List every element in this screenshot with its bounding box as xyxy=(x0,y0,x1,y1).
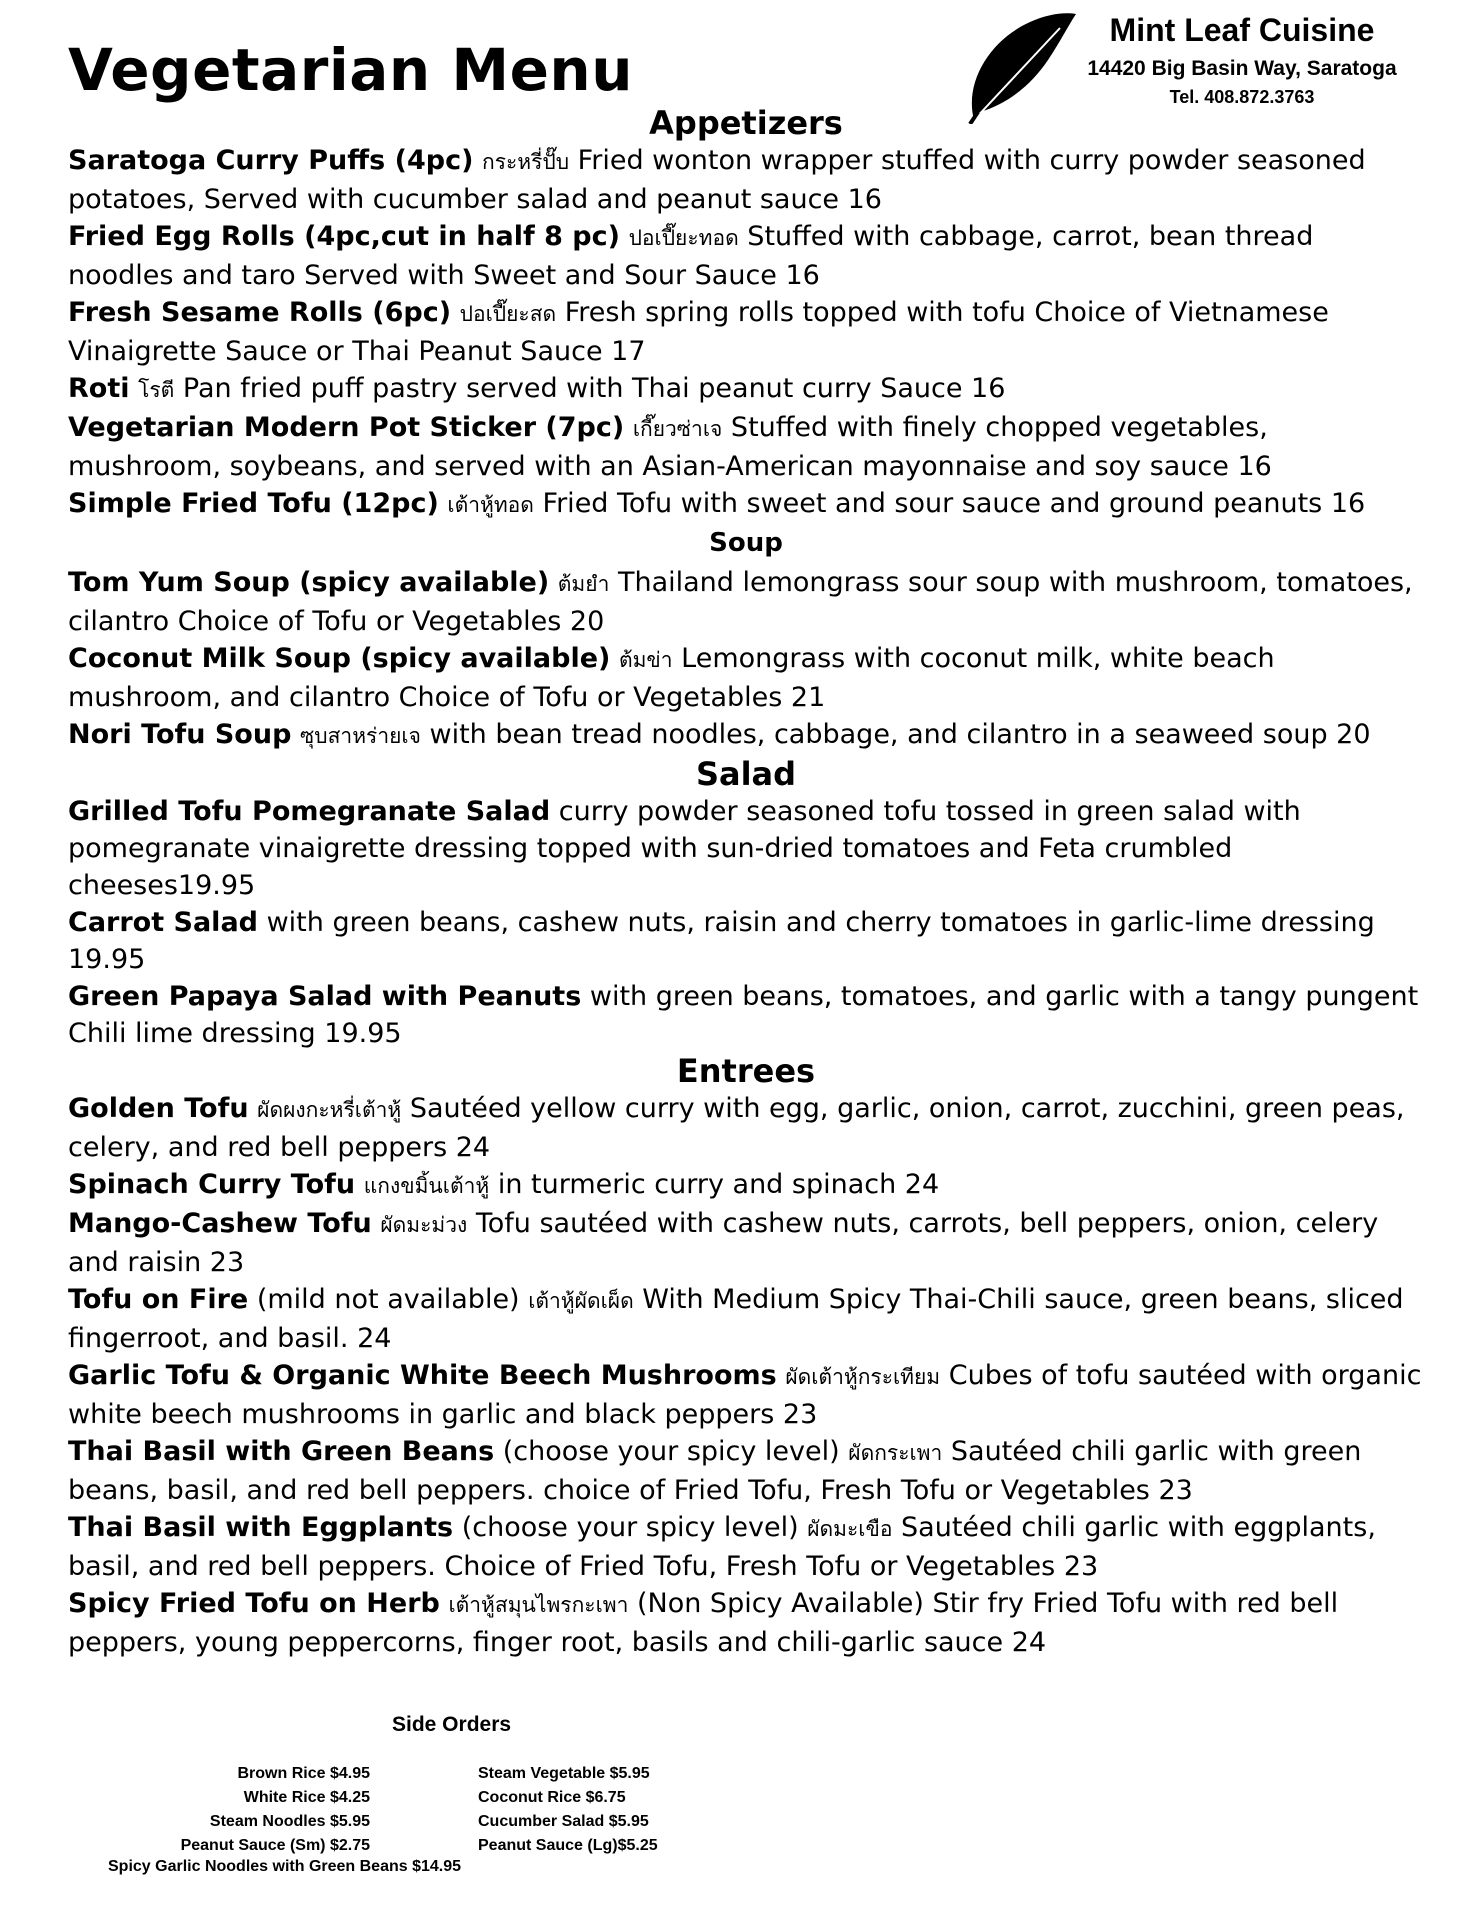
item-name: Garlic Tofu & Organic White Beech Mushrooms xyxy=(68,1360,777,1391)
menu-item xyxy=(68,142,1424,218)
side-order-item: Coconut Rice $6.75 xyxy=(478,1789,626,1806)
item-thai-name: เต้าหู้สมุนไพรกะเพา xyxy=(448,1593,629,1617)
menu-title: Vegetarian Menu xyxy=(68,36,634,104)
entrees-list xyxy=(68,1090,1424,1661)
item-description: Lemongrass with coconut milk, white beach mushroom, and cilantro Choice of Tofu or Vegetables 21 xyxy=(68,643,1275,713)
item-name: Grilled Tofu Pomegranate Salad xyxy=(68,796,551,827)
item-name: Thai Basil with Eggplants xyxy=(68,1512,454,1543)
item-description: Sautéed yellow curry with egg, garlic, onion, carrot, zucchini, green peas, celery, and red bell peppers 24 xyxy=(68,1093,1405,1163)
item-note: (choose your spicy level) xyxy=(494,1436,849,1467)
restaurant-phone: Tel. 408.872.3763 xyxy=(1169,87,1315,107)
item-description: Fresh spring rolls topped with tofu Choice of Vietnamese Vinaigrette Sauce or Thai Peanut Sauce 17 xyxy=(68,297,1329,367)
item-description: With Medium Spicy Thai-Chili sauce, green beans, sliced fingerroot, and basil. 24 xyxy=(68,1284,1404,1354)
menu-item xyxy=(68,716,1424,755)
item-thai-name: ต้มข่า xyxy=(618,648,673,672)
section-heading-appetizers: Appetizers xyxy=(649,104,843,142)
side-order-item: Steam Vegetable $5.95 xyxy=(478,1765,650,1782)
menu-item xyxy=(68,218,1424,294)
side-order-item: Peanut Sauce (Lg)$5.25 xyxy=(478,1837,658,1854)
item-thai-name: ต้มยำ xyxy=(557,572,610,596)
item-note: (mild not available) xyxy=(248,1284,529,1315)
item-description: Fried wonton wrapper stuffed with curry powder seasoned potatoes, Served with cucumber salad and peanut sauce 16 xyxy=(68,145,1366,215)
item-thai-name: ปอเปี๊ยะทอด xyxy=(628,226,739,250)
item-name: Golden Tofu xyxy=(68,1093,249,1124)
item-name: Coconut Milk Soup (spicy available) xyxy=(68,643,611,674)
item-thai-name: โรตี xyxy=(138,378,175,402)
item-thai-name: แกงขมิ้นเต้าหู้ xyxy=(363,1174,490,1198)
item-thai-name: ผัดเต้าหู้กระเทียม xyxy=(785,1365,941,1389)
menu-item xyxy=(68,370,1424,409)
restaurant-name: Mint Leaf Cuisine xyxy=(1109,12,1375,48)
item-description: Pan fried puff pastry served with Thai peanut curry Sauce 16 xyxy=(174,373,1006,404)
side-orders-left-column xyxy=(120,1762,370,1858)
menu-item xyxy=(68,1281,1424,1357)
item-name: Fried Egg Rolls (4pc,cut in half 8 pc) xyxy=(68,221,620,252)
appetizers-list xyxy=(68,142,1424,524)
item-description: with bean tread noodles, cabbage, and cilantro in a seaweed soup 20 xyxy=(420,719,1371,750)
item-description: Thailand lemongrass sour soup with mushroom, tomatoes, cilantro Choice of Tofu or Vegetables 20 xyxy=(68,567,1413,637)
section-heading-salad: Salad xyxy=(695,755,797,793)
item-description: Cubes of tofu sautéed with organic white beech mushrooms in garlic and black peppers 23 xyxy=(68,1360,1422,1430)
side-order-item: Spicy Garlic Noodles with Green Beans $14.95 xyxy=(108,1858,462,1875)
section-heading-entrees: Entrees xyxy=(676,1052,816,1090)
salad-list xyxy=(68,793,1424,1052)
menu-item xyxy=(68,1205,1424,1281)
item-name: Spinach Curry Tofu xyxy=(68,1169,356,1200)
menu-item xyxy=(68,294,1424,370)
item-thai-name: ผัดมะเขือ xyxy=(807,1517,893,1541)
menu-item xyxy=(68,1357,1424,1433)
menu-item xyxy=(68,485,1424,524)
item-description: (Non Spicy Available) Stir fry Fried Tofu with red bell peppers, young peppercorns, finger root, basils and chili-garlic sauce 24 xyxy=(68,1588,1339,1658)
item-name: Vegetarian Modern Pot Sticker (7pc) xyxy=(68,412,625,443)
item-thai-name: ปอเปี๊ยะสด xyxy=(459,302,557,326)
side-orders-right-column xyxy=(478,1762,738,1858)
menu-item xyxy=(68,904,1424,978)
item-name: Simple Fried Tofu (12pc) xyxy=(68,488,439,519)
menu-item xyxy=(68,640,1424,716)
menu-item xyxy=(68,409,1424,485)
item-thai-name: ผัดกระเพา xyxy=(848,1441,943,1465)
item-description: Sautéed chili garlic with green beans, basil, and red bell peppers. choice of Fried Tofu, Fresh Tofu or Vegetables 23 xyxy=(68,1436,1362,1506)
item-thai-name: กระหรี่ปั๊บ xyxy=(482,150,570,174)
item-description: with green beans, tomatoes, and garlic with a tangy pungent Chili lime dressing 19.95 xyxy=(68,981,1419,1049)
menu-item xyxy=(68,1585,1424,1661)
menu-item xyxy=(68,978,1424,1052)
item-name: Green Papaya Salad with Peanuts xyxy=(68,981,582,1012)
menu-item xyxy=(68,1433,1424,1509)
item-note: (choose your spicy level) xyxy=(453,1512,808,1543)
side-order-item: Steam Noodles $5.95 xyxy=(209,1813,370,1830)
item-description: Stuffed with cabbage, carrot, bean thread noodles and taro Served with Sweet and Sour Sauce 16 xyxy=(68,221,1314,291)
restaurant-address: 14420 Big Basin Way, Saratoga xyxy=(1087,57,1397,80)
menu-item xyxy=(68,1090,1424,1166)
item-name: Carrot Salad xyxy=(68,907,258,938)
item-name: Spicy Fried Tofu on Herb xyxy=(68,1588,440,1619)
item-thai-name: เต้าหู้ทอด xyxy=(447,493,534,517)
item-description: curry powder seasoned tofu tossed in green salad with pomegranate vinaigrette dressing topped with sun-dried tomatoes and Feta crumbled cheeses19.95 xyxy=(68,796,1301,901)
item-thai-name: ผัดมะม่วง xyxy=(380,1213,468,1237)
item-name: Tofu on Fire xyxy=(68,1284,249,1315)
item-description: Sautéed chili garlic with eggplants, basil, and red bell peppers. Choice of Fried Tofu, Fresh Tofu or Vegetables 23 xyxy=(68,1512,1376,1582)
item-description: Tofu sautéed with cashew nuts, carrots, bell peppers, onion, celery and raisin 23 xyxy=(68,1208,1379,1278)
soup-list xyxy=(68,564,1424,755)
item-description: with green beans, cashew nuts, raisin and cherry tomatoes in garlic-lime dressing 19.95 xyxy=(68,907,1375,975)
section-heading-soup: Soup xyxy=(709,528,783,558)
menu-content xyxy=(68,104,1424,1661)
menu-item xyxy=(68,793,1424,904)
item-name: Tom Yum Soup (spicy available) xyxy=(68,567,550,598)
item-thai-name: เกี๊ยวซ่าเจ xyxy=(632,417,723,441)
item-description: Fried Tofu with sweet and sour sauce and ground peanuts 16 xyxy=(533,488,1366,519)
item-description: in turmeric curry and spinach 24 xyxy=(489,1169,940,1200)
item-name: Saratoga Curry Puffs (4pc) xyxy=(68,145,474,176)
menu-item xyxy=(68,1509,1424,1585)
item-name: Thai Basil with Green Beans xyxy=(68,1436,495,1467)
item-name: Fresh Sesame Rolls (6pc) xyxy=(68,297,452,328)
restaurant-info xyxy=(1062,12,1422,108)
side-order-item: Cucumber Salad $5.95 xyxy=(478,1813,649,1830)
item-name: Mango-Cashew Tofu xyxy=(68,1208,372,1239)
item-thai-name: เต้าหู้ผัดเผ็ด xyxy=(528,1289,634,1313)
item-thai-name: ผัดผงกะหรี่เต้าหู้ xyxy=(257,1098,402,1122)
menu-item xyxy=(68,1166,1424,1205)
side-order-item: Brown Rice $4.95 xyxy=(237,1765,370,1782)
item-thai-name: ซุบสาหร่ายเจ xyxy=(300,724,421,748)
side-order-item: Peanut Sauce (Sm) $2.75 xyxy=(180,1837,370,1854)
side-orders-heading: Side Orders xyxy=(392,1713,512,1736)
side-order-item: White Rice $4.25 xyxy=(243,1789,370,1806)
item-name: Roti xyxy=(68,373,130,404)
menu-item xyxy=(68,564,1424,640)
item-description: Stuffed with finely chopped vegetables, mushroom, soybeans, and served with an Asian-American mayonnaise and soy sauce 16 xyxy=(68,412,1272,482)
item-name: Nori Tofu Soup xyxy=(68,719,292,750)
